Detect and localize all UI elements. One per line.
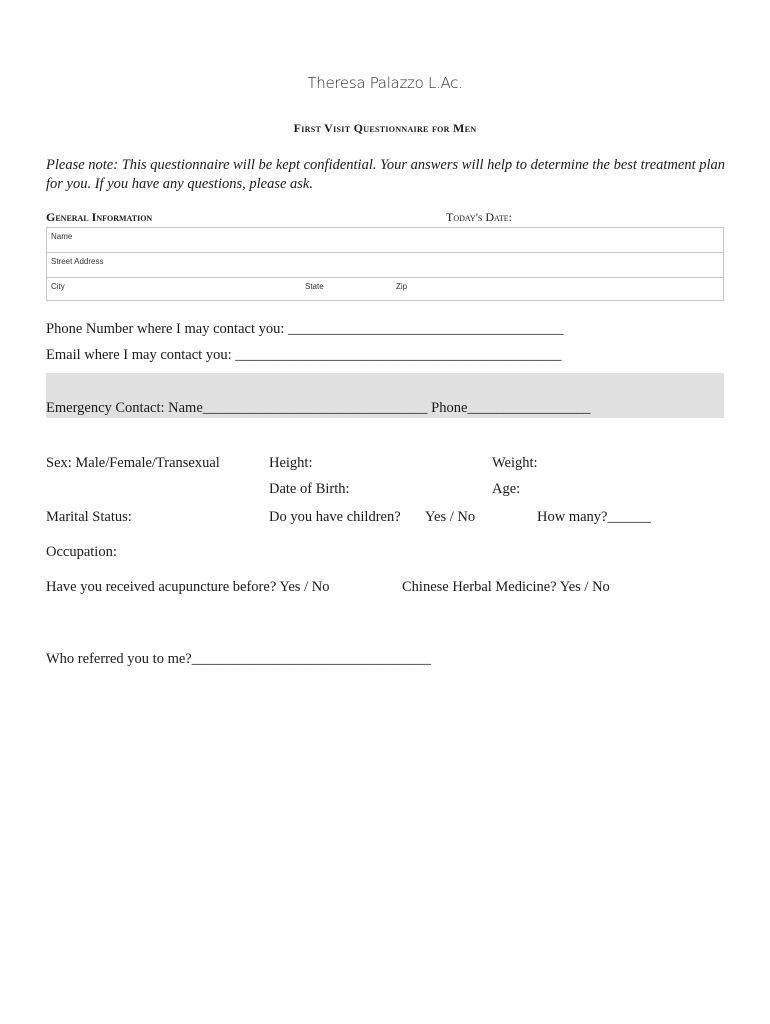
date-of-birth-field[interactable]: Date of Birth: — [269, 481, 350, 497]
todays-date-field[interactable]: Today's Date: — [446, 210, 512, 224]
confidentiality-note: Please note: This questionnaire will be kept confidential. Your answers will help to determine the best treatment plan for you. If you have any questions, please ask. — [46, 157, 726, 192]
phone-number-field[interactable]: Phone Number where I may contact you: ______________________________________ — [46, 321, 564, 337]
zip-label: Zip — [396, 282, 408, 291]
how-many-children-field[interactable]: How many?______ — [537, 509, 651, 525]
section-general-information: General Information — [46, 210, 153, 224]
children-question: Do you have children? — [269, 509, 401, 525]
city-label: City — [51, 282, 65, 291]
age-field[interactable]: Age: — [492, 481, 521, 497]
acupuncture-question[interactable]: Have you received acupuncture before? Yes / No — [46, 579, 330, 595]
email-field[interactable]: Email where I may contact you: _____________________________________________ — [46, 347, 562, 363]
city-state-zip-row[interactable] — [47, 278, 723, 303]
children-yes-no[interactable]: Yes / No — [425, 509, 476, 525]
general-information-box — [46, 227, 724, 301]
marital-status-field[interactable]: Marital Status: — [46, 509, 132, 525]
weight-field[interactable]: Weight: — [492, 455, 538, 471]
height-field[interactable]: Height: — [269, 455, 313, 471]
name-row[interactable] — [47, 228, 723, 253]
occupation-field[interactable]: Occupation: — [46, 544, 117, 560]
referral-field[interactable]: Who referred you to me?_________________________________ — [46, 651, 431, 667]
street-address-row[interactable] — [47, 253, 723, 278]
emergency-contact-field[interactable]: Emergency Contact: Name_______________________________ Phone_________________ — [46, 400, 591, 416]
sex-field[interactable]: Sex: Male/Female/Transexual — [46, 455, 220, 471]
herbal-medicine-question[interactable]: Chinese Herbal Medicine? Yes / No — [402, 579, 610, 595]
practitioner-header: Theresa Palazzo L.Ac. — [307, 74, 463, 92]
state-label: State — [305, 282, 324, 291]
name-label: Name — [51, 232, 73, 241]
street-address-label: Street Address — [51, 257, 104, 266]
form-title: First Visit Questionnaire for Men — [293, 121, 477, 135]
